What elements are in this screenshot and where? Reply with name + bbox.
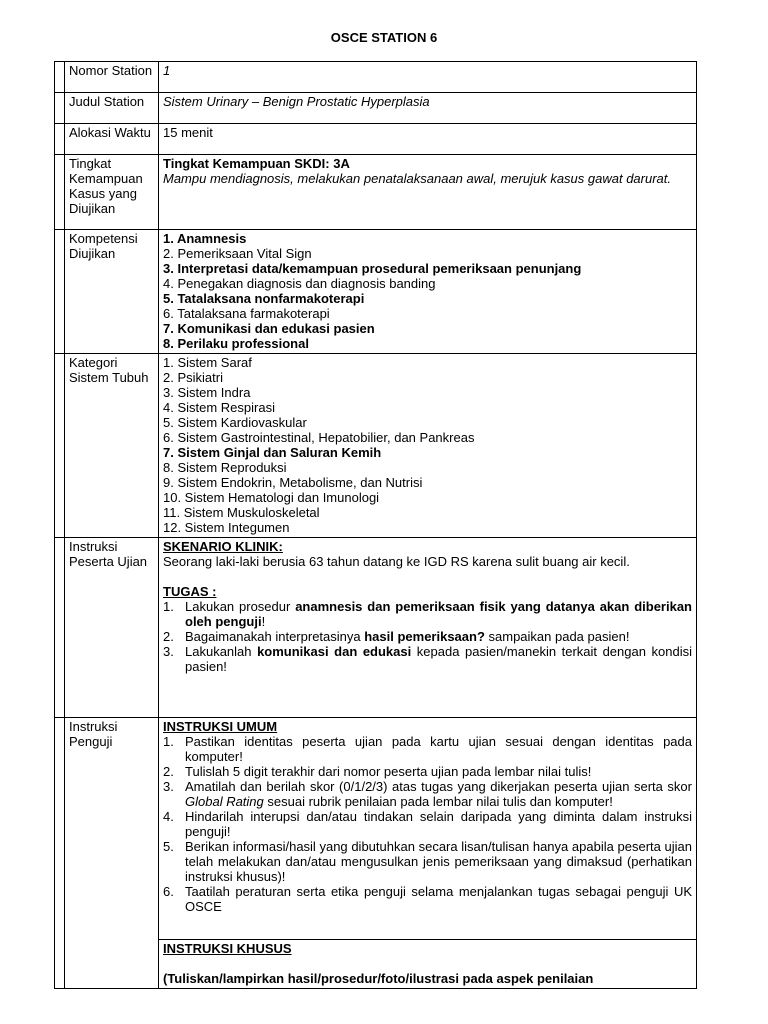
label-instruksi-penguji: Instruksi Penguji	[65, 718, 159, 989]
kompetensi-item: 4. Penegakan diagnosis dan diagnosis banding	[163, 276, 436, 291]
instruksi-umum-item: 1. Pastikan identitas peserta ujian pada kartu ujian sesuai dengan identitas pada komputer!	[163, 734, 692, 764]
osce-station-table	[54, 61, 697, 989]
instruksi-umum-item: 4. Hindarilah interupsi dan/atau tindakan selain daripada yang diminta dalam instruksi penguji!	[163, 809, 692, 839]
tingkat-description: Mampu mendiagnosis, melakukan penatalaksanaan awal, merujuk kasus gawat darurat.	[163, 171, 672, 186]
tugas-item: 2. Bagaimanakah interpretasinya hasil pemeriksaan? sampaikan pada pasien!	[163, 629, 630, 644]
tugas-item: 3. Lakukanlah komunikasi dan edukasi kepada pasien/manekin terkait dengan kondisi pasien!	[163, 644, 692, 674]
instruksi-khusus-heading: INSTRUKSI KHUSUS	[163, 941, 292, 956]
kategori-item: 3. Sistem Indra	[163, 385, 251, 400]
label-instruksi-peserta: Instruksi Peserta Ujian	[65, 538, 159, 718]
label-judul-station: Judul Station	[65, 93, 159, 124]
kategori-item: 5. Sistem Kardiovaskular	[163, 415, 307, 430]
instruksi-umum-item: 6. Taatilah peraturan serta etika penguji selama menjalankan tugas sebagai penguji UK OSCE	[163, 884, 692, 914]
instruksi-umum-item: 3. Amatilah dan berilah skor (0/1/2/3) atas tugas yang dikerjakan peserta ujian serta skor Global Rating sesuai rubrik penilaian pada lembar nilai tulis dan komputer!	[163, 779, 692, 809]
tugas-list	[163, 599, 692, 674]
instruksi-khusus-text: (Tuliskan/lampirkan hasil/prosedur/foto/ilustrasi pada aspek penilaian	[163, 971, 594, 986]
tugas-heading: TUGAS :	[163, 584, 217, 599]
kategori-item: 6. Sistem Gastrointestinal, Hepatobilier, dan Pankreas	[163, 430, 475, 445]
row-alokasi-waktu	[55, 124, 697, 155]
instruksi-khusus-content	[159, 940, 697, 989]
row-kompetensi	[55, 230, 697, 354]
label-nomor-station: Nomor Station	[65, 62, 159, 93]
kategori-item: 8. Sistem Reproduksi	[163, 460, 287, 475]
kompetensi-item: 6. Tatalaksana farmakoterapi	[163, 306, 330, 321]
value-judul-station: Sistem Urinary – Benign Prostatic Hyperplasia	[159, 93, 697, 124]
value-tingkat-kemampuan	[159, 155, 697, 230]
kompetensi-item: 2. Pemeriksaan Vital Sign	[163, 246, 312, 261]
kompetensi-item: 7. Komunikasi dan edukasi pasien	[163, 321, 375, 336]
row-instruksi-penguji	[55, 718, 697, 940]
skenario-heading: SKENARIO KLINIK:	[163, 539, 283, 554]
row-judul-station	[55, 93, 697, 124]
kompetensi-list	[159, 230, 697, 354]
value-alokasi-waktu: 15 menit	[159, 124, 697, 155]
kategori-item: 9. Sistem Endokrin, Metabolisme, dan Nutrisi	[163, 475, 423, 490]
instruksi-umum-item: 5. Berikan informasi/hasil yang dibutuhkan secara lisan/tulisan hanya apabila peserta ujian telah melakukan dan/atau mengusulkan jenis pemeriksaan yang dimaksud (perhatikan instruksi khusus)!	[163, 839, 692, 884]
kategori-item: 2. Psikiatri	[163, 370, 223, 385]
kategori-item-selected: 7. Sistem Ginjal dan Saluran Kemih	[163, 445, 382, 460]
kategori-list	[159, 354, 697, 538]
label-alokasi-waktu: Alokasi Waktu	[65, 124, 159, 155]
kompetensi-item: 8. Perilaku professional	[163, 336, 309, 351]
kompetensi-item: 3. Interpretasi data/kemampuan prosedural pemeriksaan penunjang	[163, 261, 582, 276]
document-title: OSCE STATION 6	[330, 30, 438, 45]
value-nomor-station: 1	[159, 62, 697, 93]
kategori-item: 11. Sistem Muskuloskeletal	[163, 505, 320, 520]
instruksi-umum-item: 2. Tulislah 5 digit terakhir dari nomor peserta ujian pada lembar nilai tulis!	[163, 764, 592, 779]
kategori-item: 10. Sistem Hematologi dan Imunologi	[163, 490, 380, 505]
row-kategori-sistem	[55, 354, 697, 538]
kompetensi-item: 1. Anamnesis	[163, 231, 247, 246]
label-kategori-sistem: Kategori Sistem Tubuh	[65, 354, 159, 538]
instruksi-umum-heading: INSTRUKSI UMUM	[163, 719, 278, 734]
instruksi-umum-content	[159, 718, 697, 940]
instruksi-peserta-content	[159, 538, 697, 718]
row-instruksi-peserta	[55, 538, 697, 718]
label-tingkat-kemampuan: Tingkat Kemampuan Kasus yang Diujikan	[65, 155, 159, 230]
row-tingkat-kemampuan	[55, 155, 697, 230]
tugas-item: 1. Lakukan prosedur anamnesis dan pemeriksaan fisik yang datanya akan diberikan oleh penguji!	[163, 599, 692, 629]
instruksi-umum-list	[163, 734, 692, 914]
skenario-text: Seorang laki-laki berusia 63 tahun datang ke IGD RS karena sulit buang air kecil.	[163, 554, 630, 569]
kategori-item: 1. Sistem Saraf	[163, 355, 252, 370]
row-nomor-station	[55, 62, 697, 93]
kategori-item: 12. Sistem Integumen	[163, 520, 290, 535]
kategori-item: 4. Sistem Respirasi	[163, 400, 275, 415]
label-kompetensi: Kompetensi Diujikan	[65, 230, 159, 354]
kompetensi-item: 5. Tatalaksana nonfarmakoterapi	[163, 291, 365, 306]
tingkat-heading: Tingkat Kemampuan SKDI: 3A	[163, 156, 350, 171]
